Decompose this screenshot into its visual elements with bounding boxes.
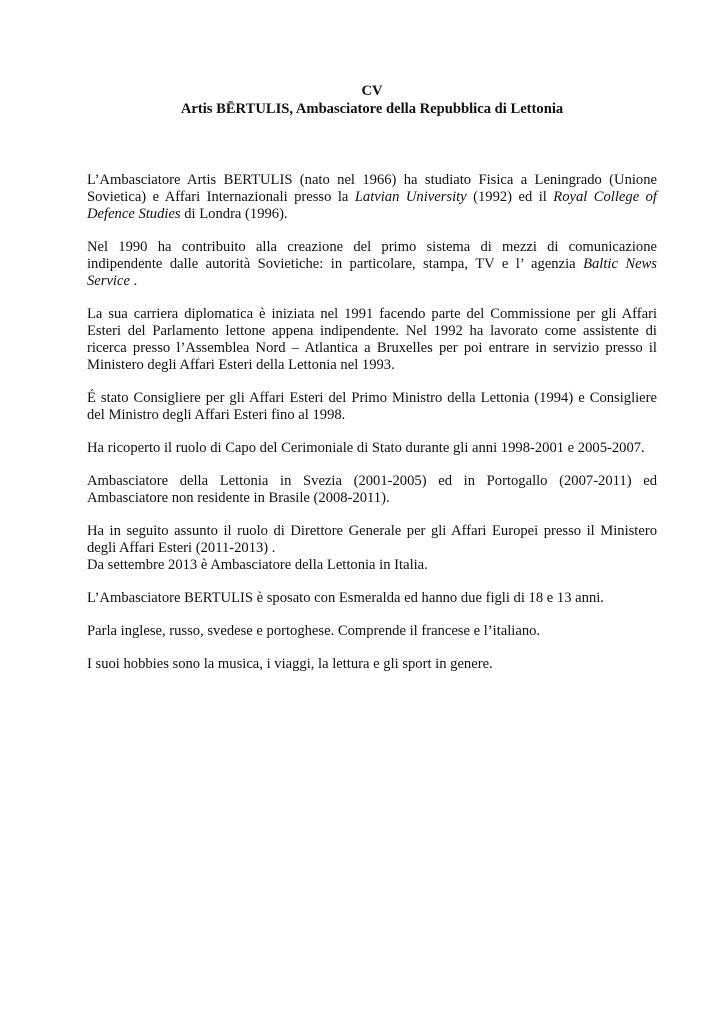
document-body <box>87 172 657 673</box>
paragraph-languages: Parla inglese, russo, svedese e portoghese. Comprende il francese e l’italiano. <box>87 623 541 639</box>
paragraph-media-text-2: . <box>129 273 138 289</box>
paragraph-director-general: Ha in seguito assunto il ruolo di Direttore Generale per gli Affari Europei presso il Ministero degli Affari Esteri (2011-2013) . <box>87 523 657 556</box>
paragraph-media-text-1: Nel 1990 ha contribuito alla creazione del primo sistema di mezzi di comunicazione indipendente dalle autorità Sovietiche: in particolare, stampa, TV e l’ agenzia <box>87 239 657 272</box>
latvian-university-name: Latvian University <box>354 189 467 205</box>
paragraph-ambassador-posts: Ambasciatore della Lettonia in Svezia (2001-2005) ed in Portogallo (2007-2011) ed Ambasciatore non residente in Brasile (2008-2011). <box>87 473 657 506</box>
paragraph-education-text-3: di Londra (1996). <box>180 206 288 222</box>
paragraph-education-text-2: (1992) ed il <box>466 189 554 205</box>
royal-college-name: Royal College of Defence Studies <box>87 189 657 222</box>
paragraph-education-text-1: L’Ambasciatore Artis BERTULIS (nato nel 1966) ha studiato Fisica a Leningrado (Unione Sovietica) e Affari Internazionali presso la <box>87 172 657 205</box>
title-block <box>87 83 657 118</box>
paragraph-hobbies: I suoi hobbies sono la musica, i viaggi, la lettura e gli sport in genere. <box>87 656 493 672</box>
paragraph-counsellor: É stato Consigliere per gli Affari Esteri del Primo Ministro della Lettonia (1994) e Consigliere del Ministro degli Affari Esteri fino al 1998. <box>87 390 657 423</box>
paragraph-family: L’Ambasciatore BERTULIS è sposato con Esmeralda ed hanno due figli di 18 e 13 anni. <box>87 590 604 606</box>
paragraph-current-post: Da settembre 2013 è Ambasciatore della Lettonia in Italia. <box>87 557 428 573</box>
document-subtitle: Artis BĒRTULIS, Ambasciatore della Repubblica di Lettonia <box>180 101 564 117</box>
baltic-news-service-name: Baltic News Service <box>87 256 657 289</box>
paragraph-diplomatic-career: La sua carriera diplomatica è iniziata nel 1991 facendo parte del Commissione per gli Affari Esteri del Parlamento lettone appena indipendente. Nel 1992 ha lavorato come assistente di ricerca presso l’Assemblea Nord – Atlantica a Bruxelles per poi entrare in servizio presso il Ministero degli Affari Esteri della Lettonia nel 1993. <box>87 306 657 373</box>
paragraph-media <box>87 239 657 290</box>
document-title: CV <box>361 83 383 99</box>
paragraph-protocol: Ha ricoperto il ruolo di Capo del Cerimoniale di Stato durante gli anni 1998-2001 e 2005-2007. <box>87 440 645 456</box>
paragraph-education <box>87 172 657 223</box>
